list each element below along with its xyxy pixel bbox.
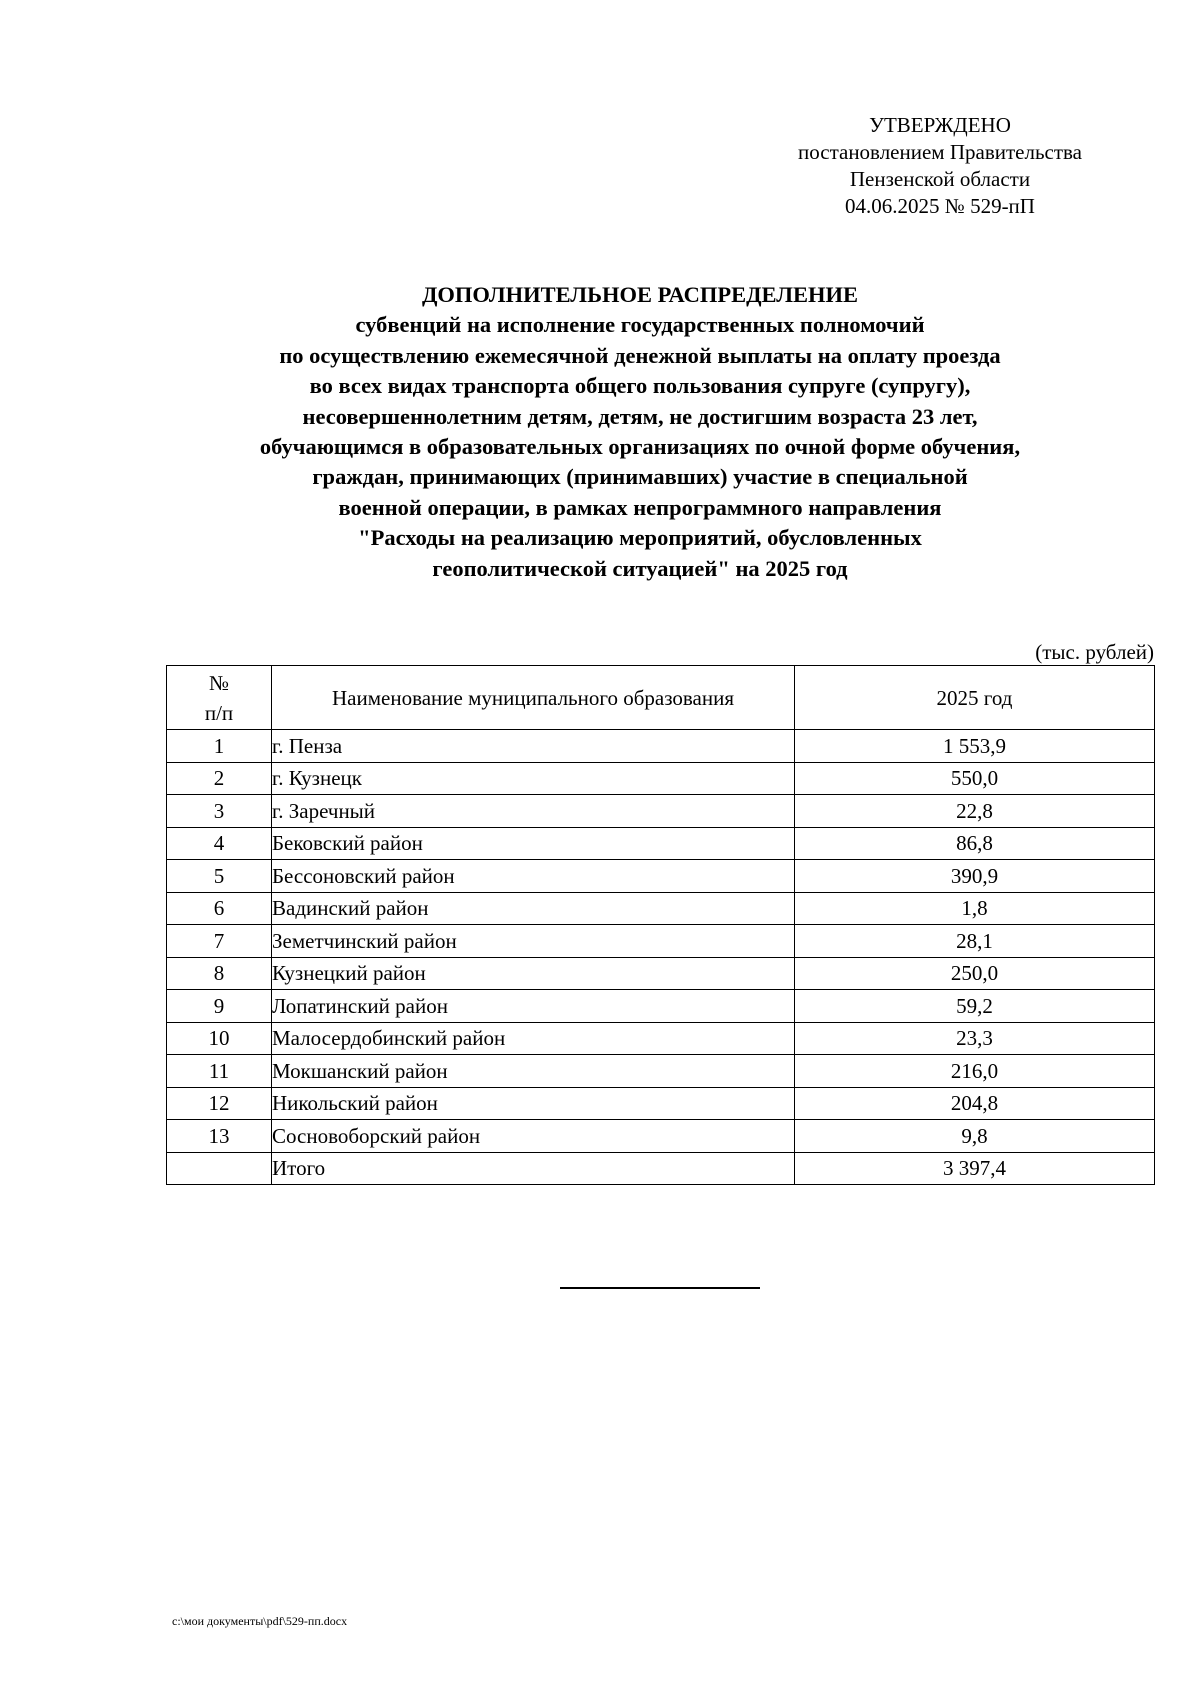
title-line: обучающимся в образовательных организациях по очной форме обучения, bbox=[259, 434, 1021, 460]
row-municipality: г. Заречный bbox=[272, 795, 795, 828]
row-number: 3 bbox=[167, 795, 272, 828]
row-municipality: Лопатинский район bbox=[272, 990, 795, 1023]
row-amount: 390,9 bbox=[795, 860, 1155, 893]
row-municipality: Мокшанский район bbox=[272, 1055, 795, 1088]
title-line: несовершеннолетним детям, детям, не достигшим возраста 23 лет, bbox=[302, 403, 978, 429]
row-amount: 86,8 bbox=[795, 827, 1155, 860]
approval-stamp bbox=[770, 112, 1110, 220]
table-row bbox=[167, 1087, 1155, 1120]
row-municipality: Малосердобинский район bbox=[272, 1022, 795, 1055]
table-row bbox=[167, 1055, 1155, 1088]
table-total-row bbox=[167, 1152, 1155, 1185]
row-number: 11 bbox=[167, 1055, 272, 1088]
total-label: Итого bbox=[272, 1152, 795, 1185]
title-line: граждан, принимающих (принимавших) участие в специальной bbox=[312, 464, 968, 490]
table-row bbox=[167, 892, 1155, 925]
table-row bbox=[167, 925, 1155, 958]
table-row bbox=[167, 762, 1155, 795]
row-amount: 1 553,9 bbox=[795, 730, 1155, 763]
units-note: (тыс. рублей) bbox=[1035, 640, 1154, 664]
row-amount: 550,0 bbox=[795, 762, 1155, 795]
table-row bbox=[167, 1120, 1155, 1153]
row-municipality: Земетчинский район bbox=[272, 925, 795, 958]
title-line: "Расходы на реализацию мероприятий, обусловленных bbox=[358, 525, 922, 551]
table-row bbox=[167, 795, 1155, 828]
title-heading: ДОПОЛНИТЕЛЬНОЕ РАСПРЕДЕЛЕНИЕ bbox=[421, 282, 859, 307]
approval-label: УТВЕРЖДЕНО bbox=[869, 113, 1011, 137]
title-line: военной операции, в рамках непрограммного направления bbox=[338, 494, 942, 520]
table-row bbox=[167, 730, 1155, 763]
table-header-row bbox=[167, 666, 1155, 730]
closing-divider bbox=[560, 1287, 760, 1289]
row-municipality: Бессоновский район bbox=[272, 860, 795, 893]
header-number-symbol: № bbox=[208, 670, 230, 695]
title-line: во всех видах транспорта общего пользования супруге (супругу), bbox=[309, 373, 971, 399]
header-number bbox=[167, 666, 272, 730]
row-municipality: Вадинский район bbox=[272, 892, 795, 925]
row-amount: 250,0 bbox=[795, 957, 1155, 990]
header-year: 2025 год bbox=[795, 666, 1155, 730]
total-amount: 3 397,4 bbox=[795, 1152, 1155, 1185]
approval-date-number: 04.06.2025 № 529-пП bbox=[845, 194, 1035, 218]
distribution-table bbox=[166, 665, 1155, 1185]
row-number: 2 bbox=[167, 762, 272, 795]
row-municipality: г. Кузнецк bbox=[272, 762, 795, 795]
row-number: 4 bbox=[167, 827, 272, 860]
title-line: субвенций на исполнение государственных полномочий bbox=[355, 312, 925, 338]
row-amount: 28,1 bbox=[795, 925, 1155, 958]
row-number: 10 bbox=[167, 1022, 272, 1055]
row-amount: 59,2 bbox=[795, 990, 1155, 1023]
row-amount: 1,8 bbox=[795, 892, 1155, 925]
row-municipality: Сосновоборский район bbox=[272, 1120, 795, 1153]
row-municipality: Бековский район bbox=[272, 827, 795, 860]
table-row bbox=[167, 990, 1155, 1023]
approval-authority: постановлением Правительства bbox=[797, 140, 1082, 164]
row-number: 9 bbox=[167, 990, 272, 1023]
row-number: 8 bbox=[167, 957, 272, 990]
approval-region: Пензенской области bbox=[849, 167, 1031, 191]
row-municipality: Никольский район bbox=[272, 1087, 795, 1120]
title-line: по осуществлению ежемесячной денежной выплаты на оплату проезда bbox=[279, 342, 1001, 368]
row-amount: 22,8 bbox=[795, 795, 1155, 828]
table-row bbox=[167, 827, 1155, 860]
table-row bbox=[167, 957, 1155, 990]
row-number: 7 bbox=[167, 925, 272, 958]
title-line: геополитической ситуацией" на 2025 год bbox=[432, 555, 848, 581]
row-number: 1 bbox=[167, 730, 272, 763]
row-number: 6 bbox=[167, 892, 272, 925]
header-number-abbr: п/п bbox=[204, 700, 234, 725]
total-number bbox=[167, 1152, 272, 1185]
row-municipality: Кузнецкий район bbox=[272, 957, 795, 990]
row-number: 12 bbox=[167, 1087, 272, 1120]
table-row bbox=[167, 860, 1155, 893]
footer-file-path: c:\мои документы\pdf\529-пп.docx bbox=[172, 1614, 348, 1628]
table-row bbox=[167, 1022, 1155, 1055]
row-number: 13 bbox=[167, 1120, 272, 1153]
row-amount: 204,8 bbox=[795, 1087, 1155, 1120]
row-amount: 23,3 bbox=[795, 1022, 1155, 1055]
document-title bbox=[160, 280, 1120, 584]
row-number: 5 bbox=[167, 860, 272, 893]
row-municipality: г. Пенза bbox=[272, 730, 795, 763]
header-municipality: Наименование муниципального образования bbox=[272, 666, 795, 730]
row-amount: 216,0 bbox=[795, 1055, 1155, 1088]
row-amount: 9,8 bbox=[795, 1120, 1155, 1153]
